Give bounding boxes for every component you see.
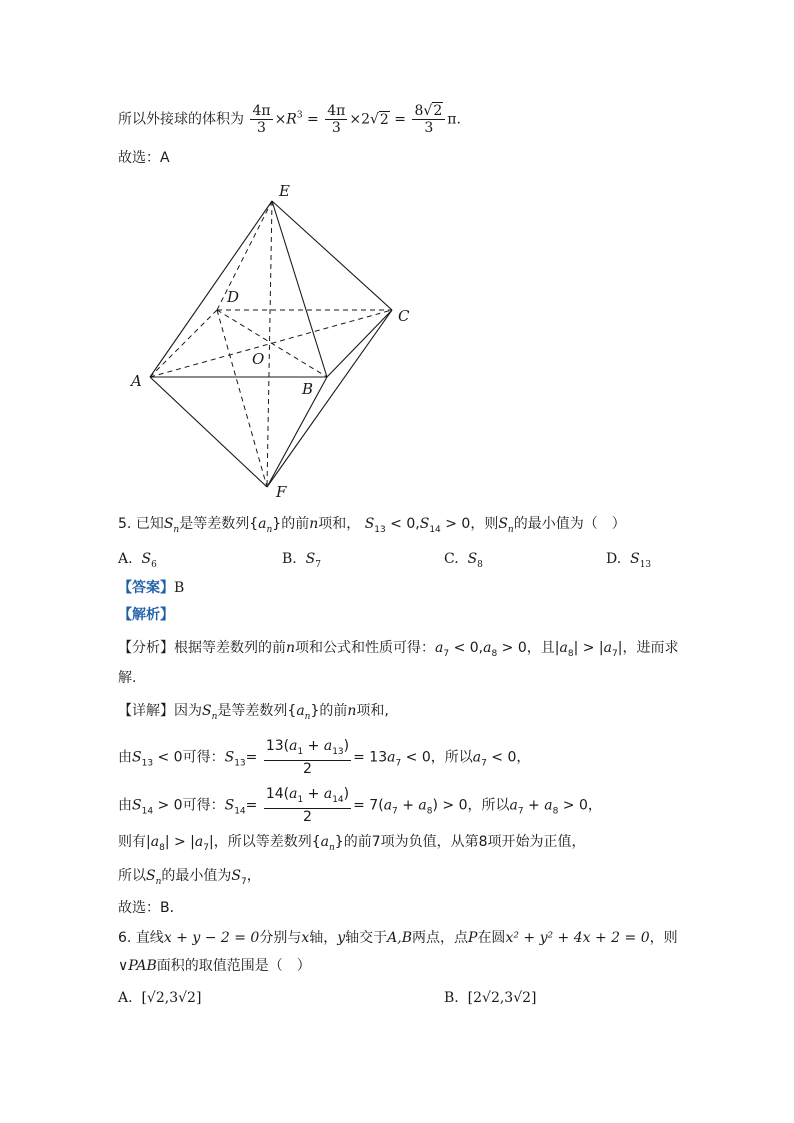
answer-q4: 故选：A: [118, 150, 170, 166]
edge-EA: [150, 201, 272, 377]
edge-DA: [150, 310, 217, 377]
edge-FB: [267, 377, 327, 487]
fenxi-line: 【分析】根据等差数列的前n项和公式和性质可得：$a_7 < 0,a_8 > 0$，且$|a_8| > |a_7|$，进而求: [118, 640, 679, 659]
diag-EF: [267, 201, 272, 487]
edge-FA: [150, 377, 267, 487]
option-5b: B. $S_7$: [282, 551, 321, 570]
edge-EC: [272, 201, 392, 310]
diag-AC: [150, 310, 392, 377]
answer-value: B: [174, 580, 185, 596]
label-C: C: [398, 307, 410, 325]
edge-ED: [217, 201, 272, 310]
label-O: O: [252, 350, 265, 368]
s14-line: 由$S_{14} > 0$可得：$S_{14}=$ $\frac{14(a_1 + a_{14})}{2}$ = $7(a_7 + a_8) > 0$，所以$a_7 + a_8 > 0$，: [118, 786, 602, 825]
analysis-tag-line: 【解析】: [118, 607, 174, 623]
option-5a: A. $S_6$: [118, 551, 157, 570]
fraction-8sqrt2-3: $\frac{8√2}{3}$: [412, 103, 445, 136]
edge-EB: [272, 201, 327, 377]
answer-tag-line: 【答案】B: [118, 580, 185, 596]
option-6a: A. [√2,3√2]: [118, 990, 202, 1006]
label-E: E: [279, 182, 290, 200]
label-A: A: [131, 372, 142, 390]
question-6-line-2: ∨PAB面积的取值范围是（ ）: [118, 958, 311, 974]
option-5d: D. $S_{13}$: [606, 551, 652, 570]
xiangjie-line: 【详解】因为$S_n$是等差数列$\{a_n\}$的前n项和,: [118, 703, 389, 722]
s13-line: 由$S_{13} < 0$可得：$S_{13}=$ $\frac{13(a_1 + a_{13})}{2}$ = $13a_7 < 0$，所以$a_7 < 0$，: [118, 738, 531, 777]
label-D: D: [227, 288, 240, 306]
edge-DF: [217, 310, 267, 487]
fenxi-line-2: 解.: [118, 670, 137, 686]
answer-q5: 故选：B．: [118, 900, 184, 916]
edge-FC: [267, 310, 392, 487]
min-value-line: 所以$S_n$的最小值为$S_7$，: [118, 868, 261, 887]
volume-line: 所以外接球的体积为 $\frac{4\pi}{3}$ $\times R^3$ = $\frac{4\pi}{3}$ ×2√2 = $\frac{8√2}{3}$ π.: [118, 103, 461, 136]
label-B: B: [302, 380, 314, 398]
diag-DB: [217, 310, 327, 377]
volume-prefix: 所以外接球的体积为: [118, 111, 244, 128]
edge-BC: [327, 310, 392, 377]
fraction-4pi-3: $\frac{4\pi}{3}$: [252, 103, 271, 136]
option-5c: C. $S_8$: [444, 551, 483, 570]
question-5: 5. 已知$S_n$是等差数列$\{a_n\}$的前n项和， $S_{13} < 0,S_{14} > 0$，则$S_n$的最小值为（ ）: [118, 516, 626, 535]
label-F: F: [276, 483, 287, 501]
conclusion-line: 则有$|a_8| > |a_7|$，所以等差数列$\{a_n\}$的前7项为负值，从第8项开始为正值，: [118, 834, 586, 853]
question-6: 6. 直线x + y − 2 = 0分别与x轴，y轴交于A,B两点，点P在圆x² + y² + 4x + 2 = 0，则: [118, 930, 678, 946]
fraction-4pi-3-b: $\frac{4\pi}{3}$: [327, 103, 346, 136]
option-6b: B. [2√2,3√2]: [444, 990, 537, 1006]
